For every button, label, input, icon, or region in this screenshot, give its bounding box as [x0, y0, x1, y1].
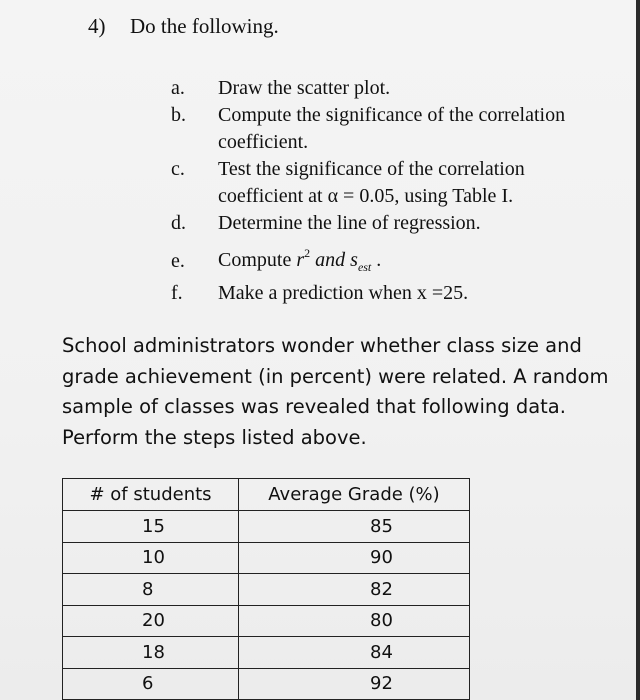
- cell-grade: 92: [239, 668, 470, 700]
- cell-grade: 80: [239, 605, 470, 637]
- paragraph-line: Perform the steps listed above.: [62, 425, 367, 449]
- step-c-letter: c.: [171, 158, 185, 180]
- step-e-letter: e.: [171, 250, 185, 272]
- cell-students: 10: [63, 542, 239, 574]
- cell-grade: 84: [239, 637, 470, 669]
- header-students: # of students: [63, 479, 239, 511]
- step-f-letter: f.: [171, 282, 183, 304]
- table-row: [63, 542, 470, 574]
- table-row: [63, 668, 470, 700]
- cell-grade: 90: [239, 542, 470, 574]
- step-b-letter: b.: [171, 104, 186, 126]
- step-c-continuation: coefficient at α = 0.05, using Table I.: [218, 185, 514, 207]
- cell-grade: 82: [239, 574, 470, 606]
- step-b-text: Compute the significance of the correlation: [218, 104, 566, 126]
- step-c-text: Test the significance of the correlation: [218, 158, 525, 180]
- question-title: Do the following.: [130, 14, 279, 38]
- cell-students: 15: [63, 511, 239, 543]
- header-average-grade: Average Grade (%): [239, 479, 470, 511]
- table-header-row: [63, 479, 470, 511]
- paragraph-line: sample of classes was revealed that following data.: [62, 395, 566, 418]
- cell-grade: 85: [239, 511, 470, 543]
- step-e-end: .: [376, 249, 382, 271]
- page-edge-shadow: [636, 0, 640, 700]
- and-word: and: [315, 249, 346, 271]
- question-number: 4): [88, 14, 106, 38]
- paragraph-line: grade achievement (in percent) were related. A random: [62, 364, 609, 388]
- step-b-continuation: coefficient.: [218, 131, 309, 153]
- s-subscript: est: [357, 260, 372, 274]
- r-symbol: r: [296, 249, 305, 271]
- s-symbol: s: [350, 249, 358, 271]
- data-table: [62, 478, 470, 700]
- step-f-text: Make a prediction when x =25.: [218, 282, 469, 304]
- cell-students: 6: [63, 668, 239, 700]
- cell-students: 18: [63, 637, 239, 669]
- step-e-text: [218, 246, 381, 275]
- step-d-letter: d.: [171, 212, 186, 234]
- cell-students: 20: [63, 605, 239, 637]
- table-row: [63, 637, 470, 669]
- table-row: [63, 574, 470, 606]
- table-row: [63, 511, 470, 543]
- step-a-text: Draw the scatter plot.: [218, 77, 391, 99]
- step-d-text: Determine the line of regression.: [218, 212, 481, 234]
- r-superscript: 2: [304, 246, 311, 260]
- paragraph-line: School administrators wonder whether class size and: [62, 334, 582, 357]
- cell-students: 8: [63, 574, 239, 606]
- table-row: [63, 605, 470, 637]
- problem-paragraph: [62, 331, 632, 453]
- step-a-letter: a.: [171, 77, 185, 99]
- step-e-prefix: Compute: [218, 249, 292, 271]
